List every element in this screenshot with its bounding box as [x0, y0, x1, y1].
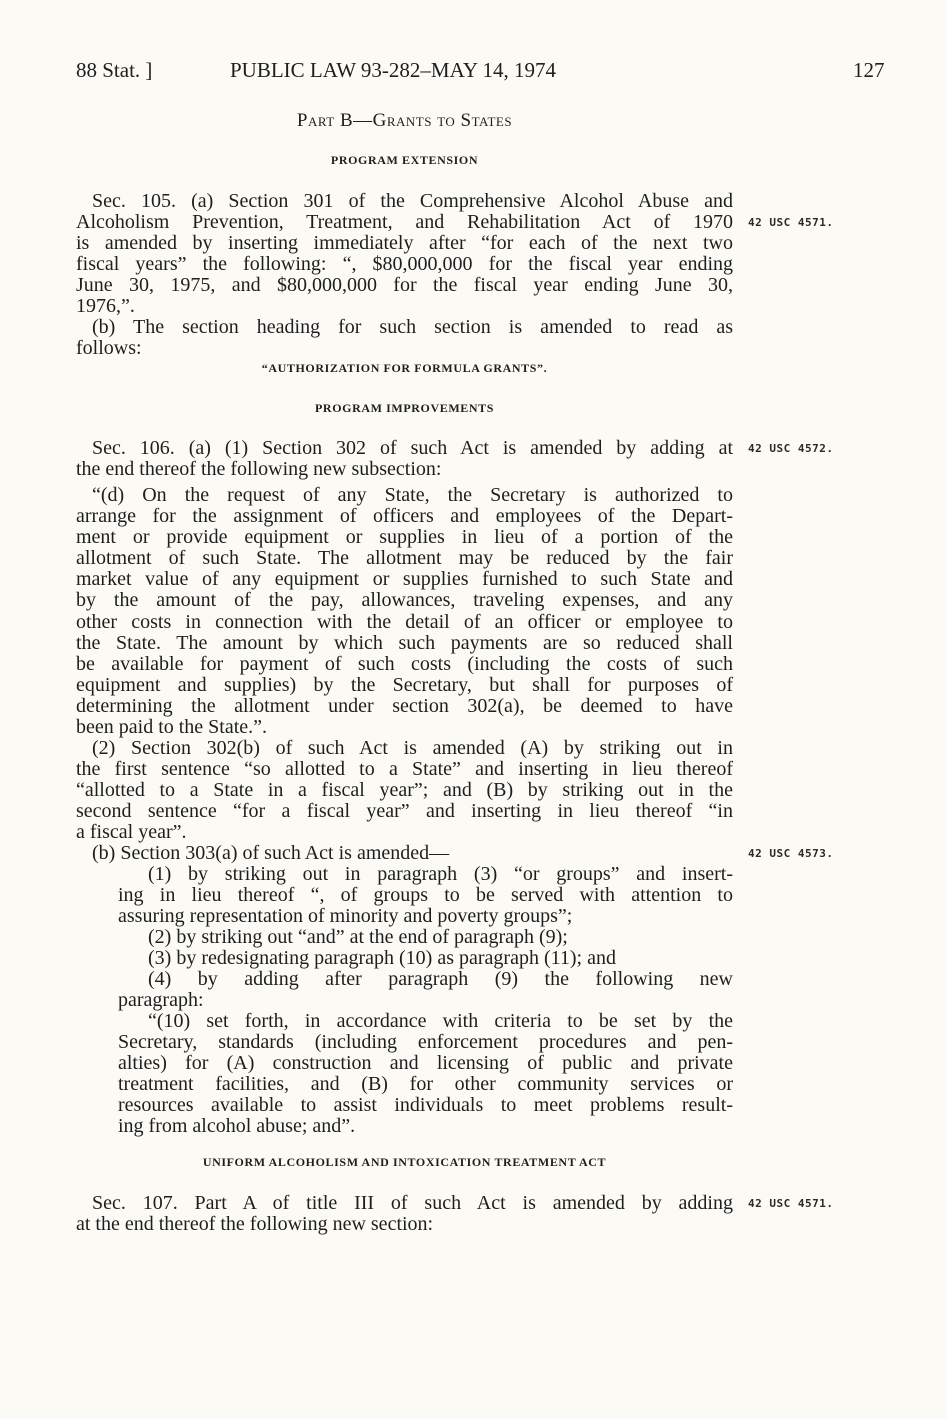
text-line: second sentence “for a fiscal year” and inserting in lieu thereof “in — [76, 800, 733, 823]
text-line: fiscal years” the following: “, $80,000,000 for the fiscal year ending — [76, 253, 733, 276]
text-line: resources available to assist individuals to meet problems result- — [118, 1094, 733, 1117]
text-line: (2) Section 302(b) of such Act is amended (A) by striking out in — [92, 737, 733, 759]
margin-citation: 42 USC 4571. — [748, 216, 834, 230]
paragraph — [76, 317, 733, 359]
text-line: “(d) On the request of any State, the Secretary is authorized to — [92, 484, 733, 506]
text-line: (2) by striking out “and” at the end of paragraph (9); — [148, 926, 568, 948]
text-line: a fiscal year”. — [76, 821, 187, 844]
paragraph — [76, 738, 733, 843]
text-line: the end thereof the following new subsection: — [76, 458, 442, 481]
text-line: by the amount of the pay, allowances, traveling expenses, and any — [76, 589, 733, 612]
paragraph — [76, 864, 733, 927]
text-line: other costs in connection with the detail of an officer or employee to — [76, 610, 733, 633]
text-line: arrange for the assignment of officers and employees of the Depart- — [76, 505, 733, 528]
stat-reference: 88 Stat. ] — [76, 58, 153, 82]
paragraph — [76, 191, 733, 318]
text-line: follows: — [76, 337, 142, 360]
margin-citation: 42 USC 4572. — [748, 442, 834, 455]
text-line: the State. The amount by which such payments are so reduced shall — [76, 631, 733, 654]
text-line: “allotted to a State in a fiscal year”; and (B) by striking out in the — [76, 779, 733, 802]
text-line: is amended by inserting immediately after “for each of the next two — [76, 232, 733, 255]
text-line: alties) for (A) construction and licensing of public and private — [118, 1052, 733, 1075]
text-line: (1) by striking out in paragraph (3) “or groups” and insert- — [148, 863, 733, 885]
paragraph — [76, 948, 733, 969]
sub-heading: UNIFORM ALCOHOLISM AND INTOXICATION TREATMENT ACT — [202, 1155, 607, 1169]
text-line: Secretary, standards (including enforcement procedures and pen- — [118, 1031, 733, 1054]
text-line: “(10) set forth, in accordance with criteria to be set by the — [148, 1010, 733, 1032]
text-line: (3) by redesignating paragraph (10) as paragraph (11); and — [148, 947, 616, 969]
text-line: Alcoholism Prevention, Treatment, and Rehabilitation Act of 1970 — [76, 211, 733, 234]
text-line: (b) Section 303(a) of such Act is amended— — [92, 842, 450, 864]
text-line: equipment and supplies) by the Secretary, but shall for purposes of — [76, 673, 733, 696]
text-line: (4) by adding after paragraph (9) the following new — [148, 968, 733, 990]
text-line: Sec. 105. (a) Section 301 of the Comprehensive Alcohol Abuse and — [92, 190, 733, 212]
text-line: ing in lieu thereof “, of groups to be served with attention to — [118, 884, 733, 907]
text-line: treatment facilities, and (B) for other community services or — [118, 1073, 733, 1096]
part-heading: Part B—Grants to States — [296, 110, 513, 131]
margin-citation: 42 USC 4571. — [748, 1197, 834, 1210]
text-line: be available for payment of such costs (including the costs of such — [76, 652, 733, 675]
text-line: (b) The section heading for such section is amended to read as — [92, 316, 733, 338]
paragraph — [76, 969, 733, 1011]
text-line: been paid to the State.”. — [76, 716, 268, 739]
text-line: Sec. 106. (a) (1) Section 302 of such Act is amended by adding at — [92, 437, 733, 459]
text-line: 1976,”. — [76, 295, 135, 318]
text-line: June 30, 1975, and $80,000,000 for the fiscal year ending June 30, — [76, 274, 733, 297]
paragraph — [76, 1193, 733, 1235]
text-line: allotment of such State. The allotment may be reduced by the fair — [76, 547, 733, 570]
page-number: 127 — [853, 58, 885, 82]
text-line: assuring representation of minority and poverty groups”; — [118, 905, 573, 928]
paragraph — [76, 485, 733, 738]
paragraph — [76, 927, 733, 948]
text-line: paragraph: — [118, 989, 204, 1012]
paragraph — [76, 438, 733, 480]
text-line: market value of any equipment or supplies furnished to such State and — [76, 568, 733, 591]
sub-heading: “AUTHORIZATION FOR FORMULA GRANTS”. — [261, 361, 548, 375]
paragraph — [76, 1011, 733, 1138]
paragraph — [76, 843, 733, 864]
text-line: ment or provide equipment or supplies in lieu of a portion of the — [76, 526, 733, 549]
text-line: at the end thereof the following new section: — [76, 1213, 434, 1236]
sub-heading: PROGRAM IMPROVEMENTS — [315, 401, 494, 415]
text-line: ing from alcohol abuse; and”. — [118, 1115, 356, 1138]
sub-heading: PROGRAM EXTENSION — [330, 153, 479, 167]
text-line: Sec. 107. Part A of title III of such Act is amended by adding — [92, 1192, 733, 1214]
text-line: the first sentence “so allotted to a State” and inserting in lieu thereof — [76, 758, 733, 781]
margin-citation: 42 USC 4573. — [748, 847, 834, 860]
text-line: determining the allotment under section 302(a), be deemed to have — [76, 694, 733, 717]
running-title: PUBLIC LAW 93-282–MAY 14, 1974 — [230, 58, 556, 82]
